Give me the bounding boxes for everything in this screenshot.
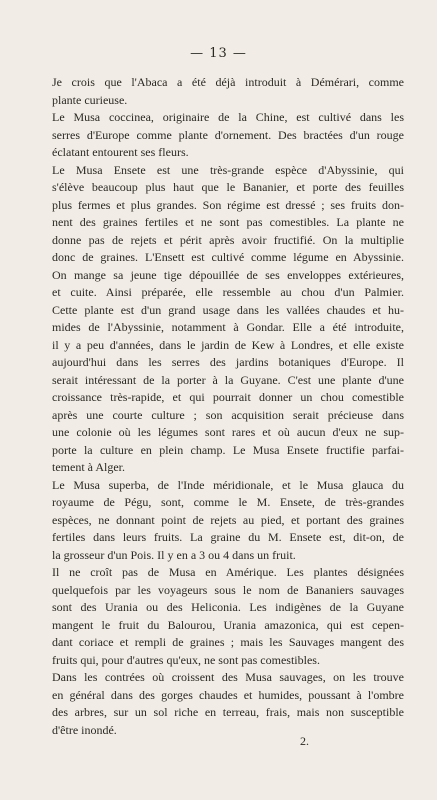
paragraph [36,162,404,477]
text-line: serait intéressant de la porter à la Guyane. C'est une plante d'une [52,372,404,387]
paragraph [36,74,404,109]
text-line: Cette plante est d'un grand usage dans les vallées chaudes et hu- [52,302,404,317]
text-line: Dans les contrées où croissent des Musa sauvages, on les trouve [52,670,404,684]
paragraph [36,564,404,669]
text-line: mides de l'Abyssinie, notamment à Gondar. Elle a été introduite, [52,320,404,334]
text-line: On mange sa jeune tige dépouillée de ses enveloppes extérieures, [52,267,404,282]
text-line: espèces, ne donnant point de rejets au pied, et portant des graines [52,512,404,527]
text-line: plus fermes et plus grandes. Son régime est dressé ; ses fruits don- [52,197,404,212]
text-line: Je crois que l'Abaca a été déjà introduit à Démérari, comme [52,75,404,89]
text-line: nent des graines fertiles et ne sont pas comestibles. La plante ne [52,215,404,229]
text-line: des arbres, sur un sol riche en terreau, frais, mais non susceptible [52,705,404,719]
text-line: royaume de Pégu, sont, comme le M. Ensete, de très-grandes [52,495,404,509]
text-line: après une courte culture ; son acquisition serait précieuse dans [52,407,404,422]
text-line: éclatant entourent ses fleurs. [52,145,189,159]
text-line: dant coriace et rempli de graines ; mais les Sauvages mangent des [52,635,404,649]
text-line: en général dans des gorges chaudes et humides, poussant à l'ombre [52,687,404,702]
text-line: mangent le fruit du Balourou, Urania amazonica, qui est cepen- [52,617,404,632]
text-line: Le Musa superba, de l'Inde méridionale, et le Musa glauca du [52,477,404,492]
body-text [36,74,404,739]
text-line: tement à Alger. [52,460,125,474]
paragraph [36,669,404,739]
text-line: la grosseur d'un Pois. Il y en a 3 ou 4 dans un fruit. [52,547,296,562]
text-line: serres d'Europe comme plante d'ornement. Des bractées d'un rouge [52,127,404,142]
text-line: donne pas de rejets et périt après avoir fructifié. On la multiplie [52,232,404,247]
text-line: Le Musa Ensete est une très-grande espèce d'Abyssinie, qui [52,162,404,177]
paragraph [36,109,404,162]
text-line: d'être inondé. [52,722,117,737]
text-line: croissance très-rapide, et qui pourrait donner un chou comestible [52,390,404,404]
text-line: sont des Urania ou des Heliconia. Les indigènes de la Guyane [52,600,404,614]
text-line: une colonie où les légumes sont rares et où aucun d'eux ne sup- [52,425,404,439]
text-line: donc de graines. L'Ensett est cultivé comme légume en Abyssinie. [52,250,404,264]
text-line: et cuite. Ainsi préparée, elle ressemble au chou d'un Palmier. [52,285,404,299]
printer-signature-mark: 2. [300,734,309,748]
page-number: — 13 — [190,46,247,61]
text-line: fertiles dans leurs fruits. La graine du M. Ensete est, dit-on, de [52,530,404,544]
text-line: quelquefois par les voyageurs sous le nom de Bananiers sauvages [52,582,404,597]
text-line: Le Musa coccinea, originaire de la Chine, est cultivé dans les [52,110,404,124]
paragraph [36,477,404,565]
text-line: porte la culture en plein champ. Le Musa Ensete fructifie parfai- [52,442,404,457]
text-line: aujourd'hui dans les serres des jardins botaniques d'Europe. Il [52,355,404,369]
text-line: fruits qui, pour d'autres qu'eux, ne sont pas comestibles. [52,652,320,667]
text-line: s'élève beaucoup plus haut que le Bananier, et porte des feuilles [52,180,404,194]
text-line: Il ne croît pas de Musa en Amérique. Les plantes désignées [52,565,404,579]
text-line: plante curieuse. [52,92,128,107]
text-line: il y a peu d'années, dans le jardin de Kew à Londres, et elle existe [52,337,404,352]
